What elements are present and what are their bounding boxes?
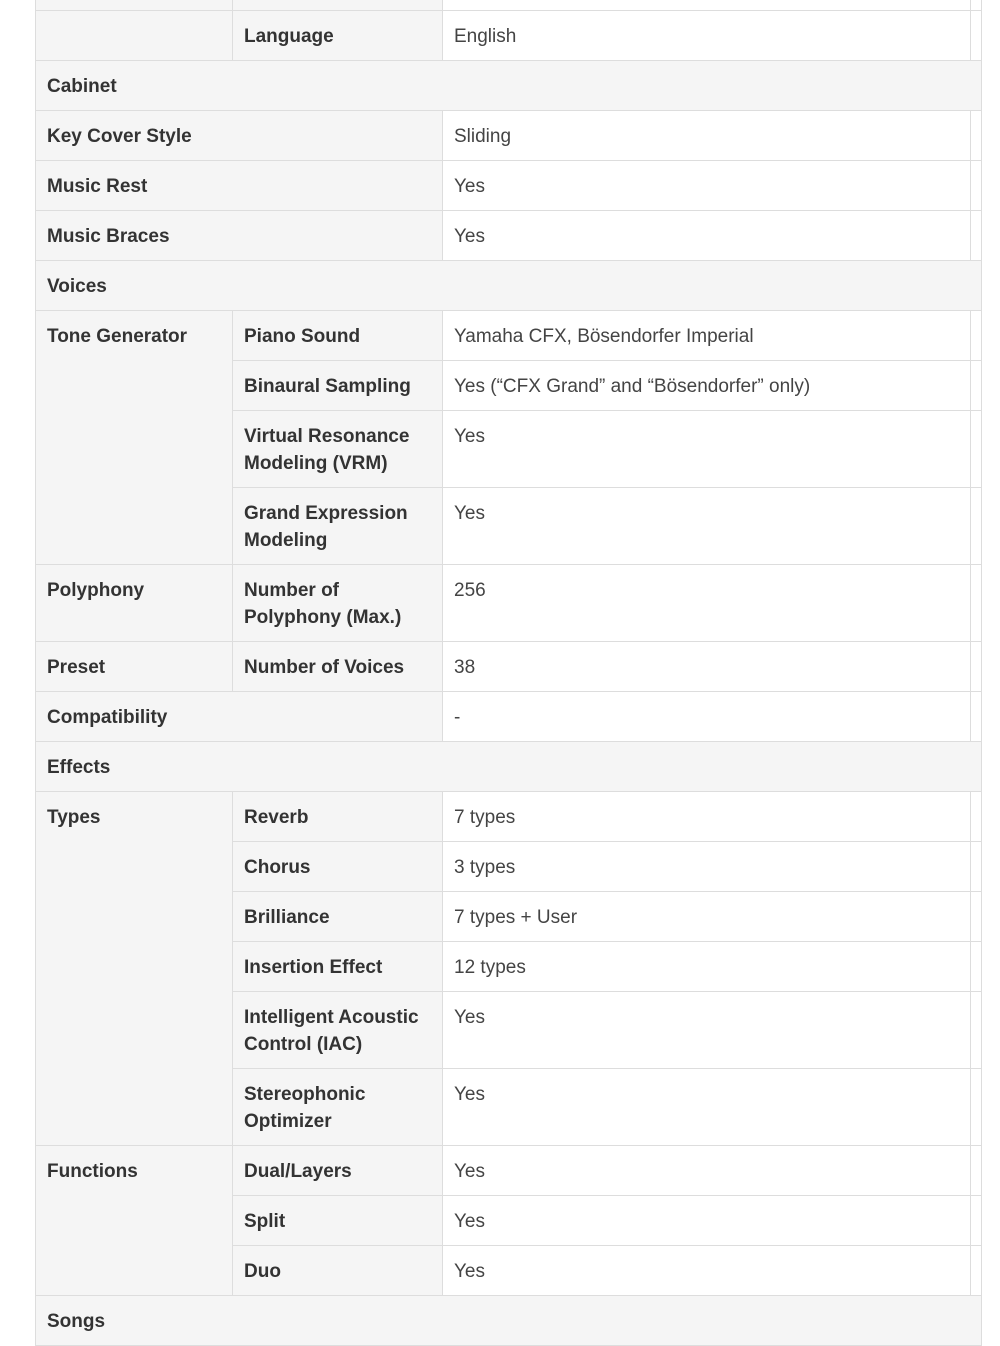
table-edge-cell: [971, 111, 982, 161]
table-edge-cell: [971, 642, 982, 692]
spec-label: Chorus: [233, 842, 443, 892]
table-row: [36, 11, 982, 61]
spec-group-label: Types: [36, 792, 233, 1146]
spec-label: Intelligent Acoustic Control (IAC): [233, 992, 443, 1069]
table-edge-cell: [971, 992, 982, 1069]
table-edge-cell: [971, 842, 982, 892]
spec-value: Yes: [443, 1069, 971, 1146]
section-header: Voices: [36, 261, 982, 311]
table-edge-cell: [971, 692, 982, 742]
spec-table: [35, 0, 982, 1346]
spec-label: Duo: [233, 1246, 443, 1296]
spec-label: Music Rest: [36, 161, 443, 211]
section-row-voices: [36, 261, 982, 311]
spec-label: Binaural Sampling: [233, 361, 443, 411]
spec-value: Yes: [443, 211, 971, 261]
spec-label: Insertion Effect: [233, 942, 443, 992]
table-edge-cell: [971, 0, 982, 11]
spec-label: Language: [233, 11, 443, 61]
spec-label: Virtual Resonance Modeling (VRM): [233, 411, 443, 488]
spec-label: Stereophonic Optimizer: [233, 1069, 443, 1146]
spec-value: 12 types: [443, 942, 971, 992]
spec-label: Split: [233, 1196, 443, 1246]
spec-value: 7 types + User: [443, 892, 971, 942]
table-edge-cell: [971, 1146, 982, 1196]
spec-value: -: [443, 692, 971, 742]
table-edge-cell: [971, 488, 982, 565]
spec-value: 7 types: [443, 792, 971, 842]
section-row-cabinet: [36, 61, 982, 111]
spec-label: Brilliance: [233, 892, 443, 942]
spec-label: Reverb: [233, 792, 443, 842]
table-edge-cell: [971, 311, 982, 361]
table-cell: [233, 0, 443, 11]
section-row-effects: [36, 742, 982, 792]
spec-value: Yamaha CFX, Bösendorfer Imperial: [443, 311, 971, 361]
spec-label: Music Braces: [36, 211, 443, 261]
table-edge-cell: [971, 11, 982, 61]
spec-label: Number of Voices: [233, 642, 443, 692]
spec-value: Yes: [443, 1196, 971, 1246]
spec-value: Yes: [443, 161, 971, 211]
spec-group-label: Polyphony: [36, 565, 233, 642]
table-row: [36, 0, 982, 11]
spec-group-label: Tone Generator: [36, 311, 233, 565]
table-row: [36, 1146, 982, 1196]
spec-value: Yes: [443, 992, 971, 1069]
table-edge-cell: [971, 942, 982, 992]
table-row: [36, 692, 982, 742]
spec-group-label: Functions: [36, 1146, 233, 1296]
table-edge-cell: [971, 211, 982, 261]
table-row: [36, 565, 982, 642]
table-edge-cell: [971, 1196, 982, 1246]
spec-value: Yes: [443, 411, 971, 488]
spec-label: Key Cover Style: [36, 111, 443, 161]
table-row: [36, 792, 982, 842]
table-edge-cell: [971, 411, 982, 488]
spec-value: Yes: [443, 488, 971, 565]
table-edge-cell: [971, 892, 982, 942]
spec-label: Grand Expression Modeling: [233, 488, 443, 565]
table-edge-cell: [971, 1246, 982, 1296]
section-header: Effects: [36, 742, 982, 792]
spec-value: English: [443, 11, 971, 61]
table-row: [36, 311, 982, 361]
spec-value: 38: [443, 642, 971, 692]
table-edge-cell: [971, 161, 982, 211]
spec-group-label: Preset: [36, 642, 233, 692]
spec-label: Number of Polyphony (Max.): [233, 565, 443, 642]
table-cell: [36, 0, 233, 11]
table-row: [36, 211, 982, 261]
table-edge-cell: [971, 792, 982, 842]
spec-label: Dual/Layers: [233, 1146, 443, 1196]
table-edge-cell: [971, 361, 982, 411]
spec-value: 256: [443, 565, 971, 642]
spec-value: Yes: [443, 1246, 971, 1296]
table-cell: [443, 0, 971, 11]
spec-value: Yes (“CFX Grand” and “Bösendorfer” only): [443, 361, 971, 411]
table-row: [36, 161, 982, 211]
section-header: Songs: [36, 1296, 982, 1346]
spec-label: Piano Sound: [233, 311, 443, 361]
spec-label: Compatibility: [36, 692, 443, 742]
table-row: [36, 642, 982, 692]
section-header: Cabinet: [36, 61, 982, 111]
table-edge-cell: [971, 1069, 982, 1146]
spec-value: 3 types: [443, 842, 971, 892]
table-cell: [36, 11, 233, 61]
table-row: [36, 111, 982, 161]
spec-value: Sliding: [443, 111, 971, 161]
spec-value: Yes: [443, 1146, 971, 1196]
table-edge-cell: [971, 565, 982, 642]
